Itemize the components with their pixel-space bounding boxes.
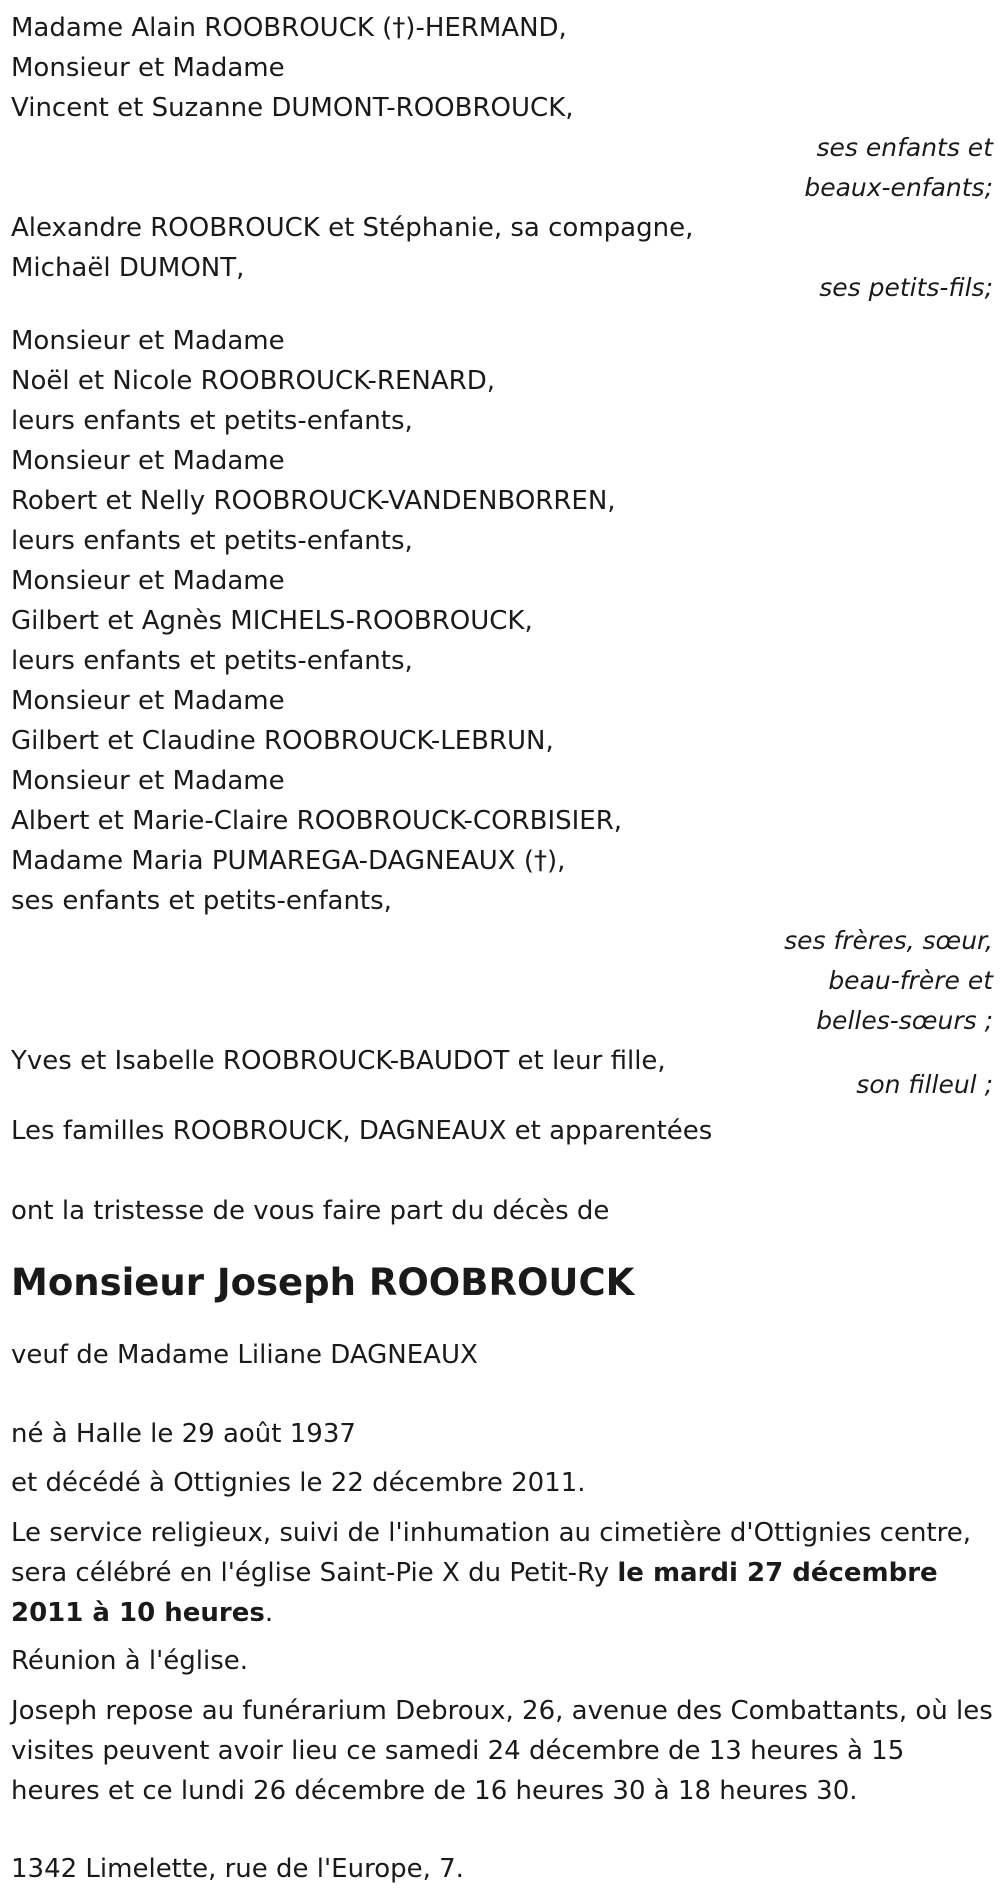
service-text: Le service religieux, suivi de l'inhumation au cimetière d'Ottignies centre, sera célébré en l'église Saint-Pie X du Petit-Ry xyxy=(11,1518,972,1588)
children-line: Madame Alain ROOBROUCK (†)-HERMAND, xyxy=(11,13,567,43)
siblings-line: Monsieur et Madame xyxy=(11,686,285,716)
obituary-notice xyxy=(11,8,993,1889)
siblings-line: Madame Maria PUMAREGA-DAGNEAUX (†), xyxy=(11,846,566,876)
siblings-line: leurs enfants et petits-enfants, xyxy=(11,646,413,676)
siblings-line: Gilbert et Claudine ROOBROUCK-LEBRUN, xyxy=(11,726,554,756)
grandchildren-label: ses petits-fils; xyxy=(819,273,993,302)
grandchildren-block xyxy=(11,208,993,308)
widower-line: veuf de Madame Liliane DAGNEAUX xyxy=(11,1340,478,1370)
godson-label: son filleul ; xyxy=(856,1070,993,1099)
siblings-line: leurs enfants et petits-enfants, xyxy=(11,526,413,556)
siblings-line: Albert et Marie-Claire ROOBROUCK-CORBISIER, xyxy=(11,806,623,836)
families-line: Les familles ROOBROUCK, DAGNEAUX et apparentées xyxy=(11,1116,713,1146)
godson-line: Yves et Isabelle ROOBROUCK-BAUDOT et leur fille, xyxy=(11,1046,666,1076)
children-label: beaux-enfants; xyxy=(804,173,993,202)
siblings-line: Robert et Nelly ROOBROUCK-VANDENBORREN, xyxy=(11,486,616,516)
siblings-line: Monsieur et Madame xyxy=(11,566,285,596)
siblings-label: beau-frère et xyxy=(828,966,993,995)
died-line: et décédé à Ottignies le 22 décembre 2011. xyxy=(11,1468,586,1498)
service-text-end: . xyxy=(264,1598,274,1628)
born-line: né à Halle le 29 août 1937 xyxy=(11,1419,356,1449)
siblings-line: Monsieur et Madame xyxy=(11,446,285,476)
siblings-label: belles-sœurs ; xyxy=(816,1006,993,1035)
children-label: ses enfants et xyxy=(816,133,993,162)
siblings-line: ses enfants et petits-enfants, xyxy=(11,886,392,916)
godson-block xyxy=(11,1041,993,1105)
deceased-name: Monsieur Joseph ROOBROUCK xyxy=(11,1261,635,1304)
siblings-line: Monsieur et Madame xyxy=(11,326,285,356)
address-line: 1342 Limelette, rue de l'Europe, 7. xyxy=(11,1854,464,1884)
children-line: Vincent et Suzanne DUMONT-ROOBROUCK, xyxy=(11,93,574,123)
service-date: le mardi 27 décembre 2011 à 10 heures xyxy=(11,1558,938,1628)
siblings-line: Monsieur et Madame xyxy=(11,766,285,796)
grandchildren-line: Michaël DUMONT, xyxy=(11,253,245,283)
siblings-label: ses frères, sœur, xyxy=(784,926,993,955)
announcement-line: ont la tristesse de vous faire part du décès de xyxy=(11,1196,610,1226)
grandchildren-line: Alexandre ROOBROUCK et Stéphanie, sa compagne, xyxy=(11,213,694,243)
siblings-line: Gilbert et Agnès MICHELS-ROOBROUCK, xyxy=(11,606,533,636)
children-line: Monsieur et Madame xyxy=(11,53,285,83)
visits-paragraph: Joseph repose au funérarium Debroux, 26, avenue des Combattants, où les visites peuvent avoir lieu ce samedi 24 décembre de 13 heures à 15 heures et ce lundi 26 décembre de 16 heures 30 à 18 heures 30. xyxy=(11,1696,993,1806)
siblings-block xyxy=(11,321,993,1041)
children-block xyxy=(11,8,993,208)
siblings-line: Noël et Nicole ROOBROUCK-RENARD, xyxy=(11,366,495,396)
meeting-line: Réunion à l'église. xyxy=(11,1646,249,1676)
siblings-line: leurs enfants et petits-enfants, xyxy=(11,406,413,436)
service-paragraph xyxy=(11,1513,993,1633)
